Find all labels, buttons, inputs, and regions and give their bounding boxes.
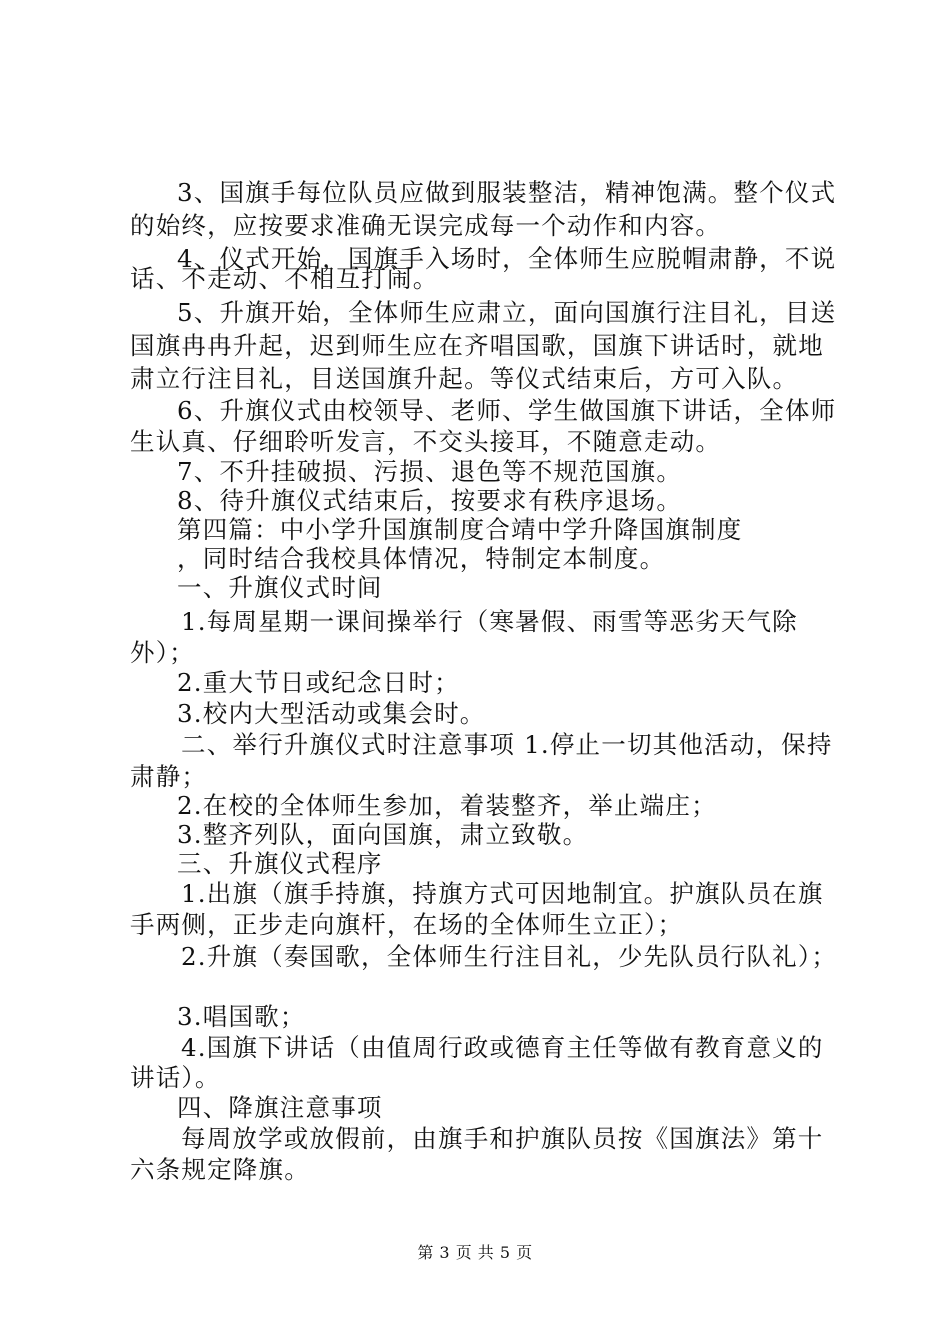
- paragraph-line: 2.在校的全体师生参加，着装整齐，举止端庄；: [177, 791, 717, 820]
- paragraph-line: 3.整齐列队，面向国旗，肃立致敬。: [177, 820, 589, 849]
- paragraph-line: 讲话）。: [130, 1063, 221, 1092]
- paragraph-line: 4.国旗下讲话（由值周行政或德育主任等做有教育意义的: [181, 1033, 824, 1062]
- section-heading: 二、举行升旗仪式时注意事项 1.停止一切其他活动，保持: [181, 730, 833, 759]
- paragraph-line: 3.校内大型活动或集会时。: [177, 699, 486, 728]
- paragraph-line: 3.唱国歌；: [177, 1002, 306, 1031]
- paragraph-line: 肃静；: [130, 762, 208, 791]
- paragraph-line: 6、升旗仪式由校领导、老师、学生做国旗下讲话，全体师: [177, 396, 837, 425]
- section-heading: 三、升旗仪式程序: [177, 849, 383, 878]
- paragraph-line: 每周放学或放假前，由旗手和护旗队员按《国旗法》第十: [181, 1124, 824, 1153]
- paragraph-line: 生认真、仔细聆听发言，不交头接耳，不随意走动。: [130, 427, 722, 456]
- paragraph-line: 国旗冉冉升起，迟到师生应在齐唱国歌，国旗下讲话时，就地: [130, 331, 824, 360]
- paragraph-line: 2.升旗（奏国歌，全体师生行注目礼，少先队员行队礼）；: [181, 942, 838, 971]
- paragraph-line: 话、不走动、不相互打闹。: [130, 264, 439, 293]
- paragraph-line: 3、国旗手每位队员应做到服装整洁，精神饱满。整个仪式: [177, 178, 837, 207]
- section-heading: 四、降旗注意事项: [177, 1093, 383, 1122]
- section-heading: 第四篇：中小学升国旗制度合靖中学升降国旗制度: [177, 515, 743, 544]
- paragraph-line: ，同时结合我校具体情况，特制定本制度。: [177, 544, 666, 573]
- paragraph-line: 外）；: [130, 638, 195, 667]
- paragraph-line: 4、仪式开始，国旗手入场时，全体师生应脱帽肃静，不说: [177, 244, 837, 273]
- paragraph-line: 1.出旗（旗手持旗，持旗方式可因地制宜。护旗队员在旗: [181, 879, 824, 908]
- paragraph-line: 2.重大节日或纪念日时；: [177, 668, 460, 697]
- paragraph-line: 六条规定降旗。: [130, 1155, 310, 1184]
- paragraph-line: 的始终，应按要求准确无误完成每一个动作和内容。: [130, 211, 722, 240]
- paragraph-line: 手两侧，正步走向旗杆，在场的全体师生立正）；: [130, 910, 684, 939]
- paragraph-line: 8、待升旗仪式结束后，按要求有秩序退场。: [177, 486, 683, 515]
- page-number-footer: 第 3 页 共 5 页: [417, 1243, 533, 1262]
- paragraph-line: 肃立行注目礼，目送国旗升起。等仪式结束后，方可入队。: [130, 364, 799, 393]
- paragraph-line: 7、不升挂破损、污损、退色等不规范国旗。: [177, 457, 683, 486]
- paragraph-line: 5、升旗开始，全体师生应肃立，面向国旗行注目礼，目送: [177, 298, 837, 327]
- section-heading: 一、升旗仪式时间: [177, 573, 383, 602]
- paragraph-line: 1.每周星期一课间操举行（寒暑假、雨雪等恶劣天气除: [181, 607, 798, 636]
